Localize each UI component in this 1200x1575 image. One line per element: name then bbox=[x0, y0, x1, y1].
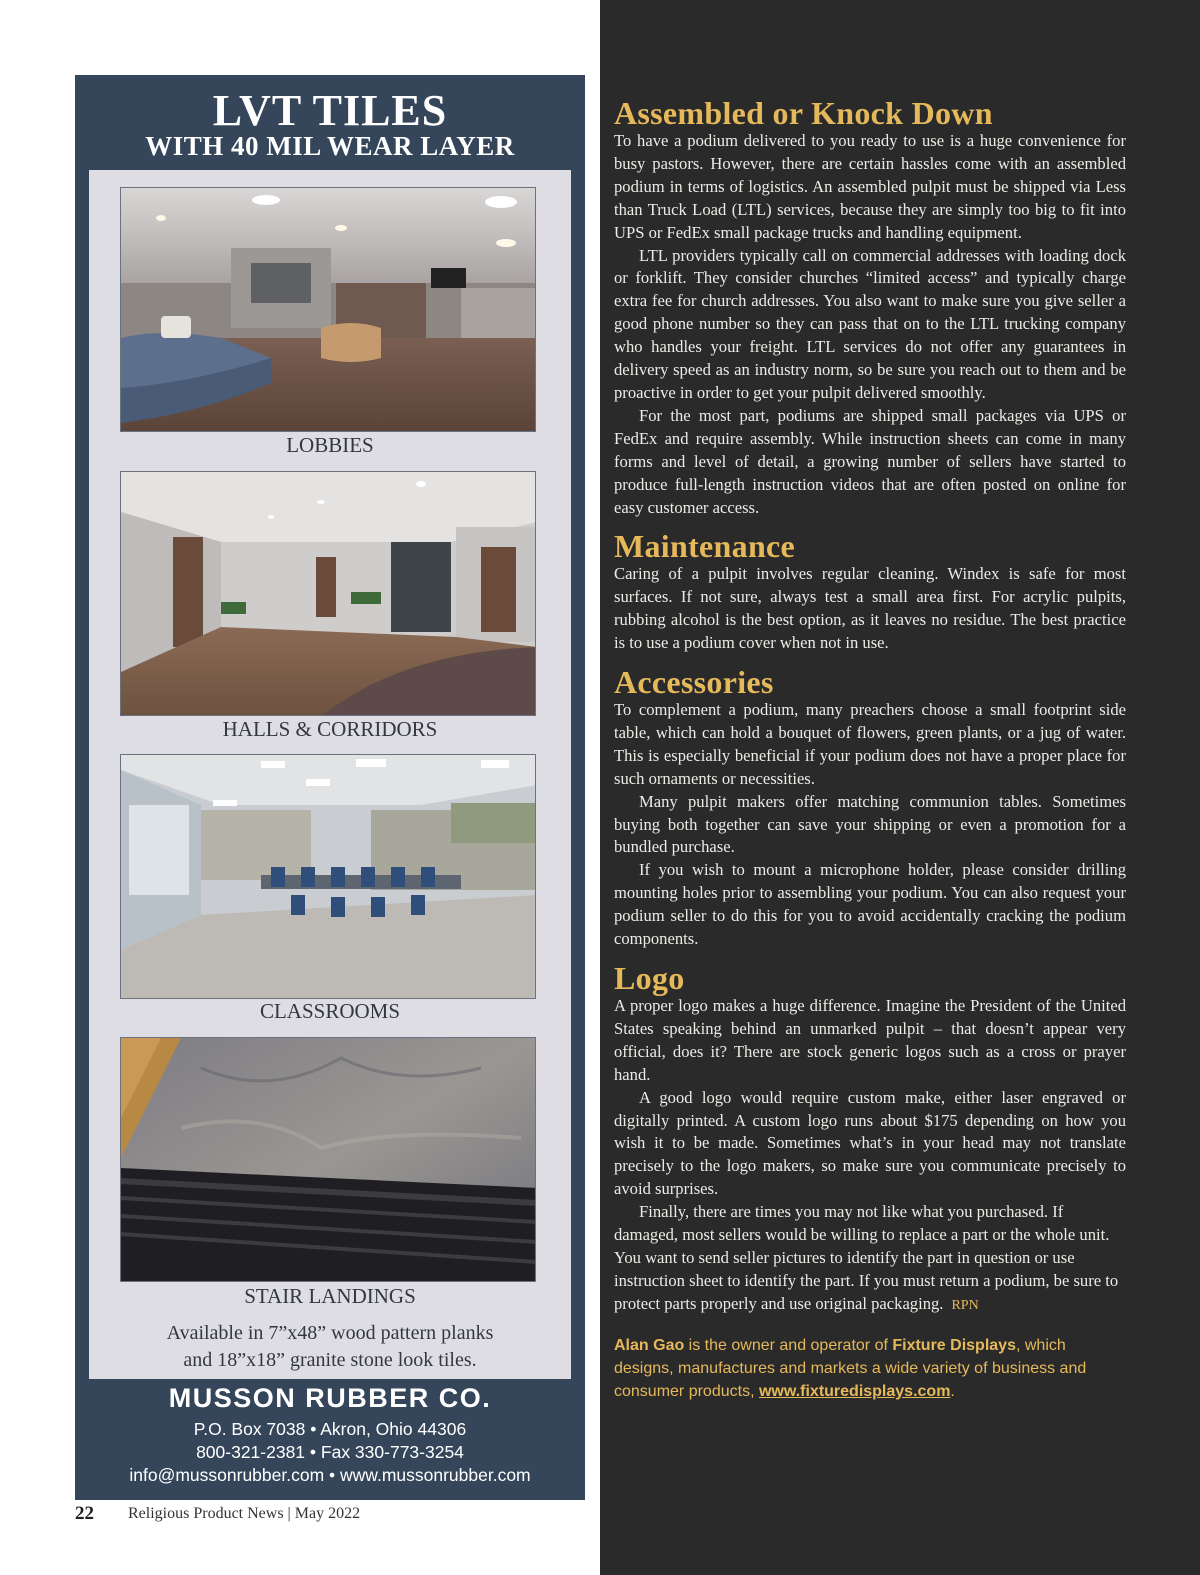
availability-line-2: and 18”x18” granite stone look tiles. bbox=[183, 1349, 477, 1371]
halls-photo bbox=[120, 471, 536, 716]
company-address: P.O. Box 7038 • Akron, Ohio 44306 bbox=[193, 1419, 467, 1439]
heading-logo: Logo bbox=[614, 960, 685, 996]
bio-url-link[interactable]: www.fixturedisplays.com bbox=[758, 1382, 951, 1400]
paragraph-last-text: Finally, there are times you may not like what you purchased. If damaged, most sellers would be willing to replace a part or the whole unit. You want to send seller pictures to identify the part in question or use instruction sheet to identify the part. If you must return a podium, be sure to protect parts properly and use original packaging. bbox=[614, 1202, 1119, 1313]
paragraph: For the most part, podiums are shipped small packages via UPS or FedEx and require assembly. While instruction sheets can come in many forms and level of detail, a growing number of sellers have started to produce full-length instruction videos that are often posted on online for easy customer access. bbox=[614, 405, 1126, 517]
bio-company: Fixture Displays bbox=[892, 1336, 1016, 1354]
company-phone: 800-321-2381 • Fax 330-773-3254 bbox=[196, 1442, 464, 1462]
availability-text bbox=[89, 1320, 571, 1374]
publication-footer: Religious Product News | May 2022 bbox=[128, 1505, 361, 1522]
author-name: Alan Gao bbox=[614, 1336, 685, 1354]
heading-assembled: Assembled or Knock Down bbox=[614, 95, 993, 131]
paragraph: If you wish to mount a microphone holder, please consider drilling mounting holes prior to assembling your podium. You can also request your podium seller to do this for you to avoid accidentally cracking the podium components. bbox=[614, 860, 1126, 949]
photo-label-stair: STAIR LANDINGS bbox=[244, 1284, 416, 1308]
article-column bbox=[614, 96, 1126, 1403]
availability-line-1: Available in 7”x48” wood pattern planks bbox=[166, 1322, 494, 1344]
bio-text-3: . bbox=[950, 1382, 955, 1400]
paragraph-last bbox=[614, 1201, 1126, 1318]
author-bio bbox=[614, 1334, 1126, 1403]
paragraph: Many pulpit makers offer matching communion tables. Sometimes buying both together can save your shipping or even a promotion for a bundled purchase. bbox=[614, 791, 1126, 857]
photo-label-classrooms: CLASSROOMS bbox=[259, 999, 401, 1023]
paragraph: LTL providers typically call on commercial addresses with loading dock or forklift. They consider churches “limited access” and typically charge extra fee for church addresses. You also want to make sure you give seller a good phone number so they can pass that on to the LTL trucking company who handles your freight. LTL services do not offer any guarantees in delivery speed as an industry norm, so be sure you reach out to them and be proactive in order to get your pulpit delivered smoothly. bbox=[614, 245, 1126, 402]
classroom-photo bbox=[120, 754, 536, 999]
bio-text-1: is the owner and operator of bbox=[684, 1336, 893, 1354]
paragraph: To complement a podium, many preachers choose a small footprint side table, which can hold a bouquet of flowers, green plants, or a jug of water. This is especially beneficial if your podium does not have a proper place for such ornaments or necessities. bbox=[614, 700, 1126, 788]
company-name: MUSSON RUBBER CO. bbox=[168, 1383, 492, 1413]
lobby-photo bbox=[120, 187, 536, 432]
heading-maintenance: Maintenance bbox=[614, 528, 796, 565]
stair-photo bbox=[120, 1037, 536, 1282]
paragraph: Caring of a pulpit involves regular cleaning. Windex is safe for most surfaces. If not sure, always test a small area first. For acrylic pulpits, rubbing alcohol is the best option, as it leaves no residue. The best practice is to use a podium cover when not in use. bbox=[614, 564, 1126, 653]
heading-accessories: Accessories bbox=[614, 664, 774, 701]
photo-label-halls: HALLS & CORRIDORS bbox=[222, 717, 438, 741]
musson-advertisement[interactable] bbox=[75, 75, 585, 1500]
ad-subtitle: WITH 40 MIL WEAR LAYER bbox=[145, 131, 515, 161]
company-web[interactable]: info@mussonrubber.com • www.mussonrubber.com bbox=[129, 1465, 531, 1485]
paragraph: A proper logo makes a huge difference. Imagine the President of the United States speaking behind an unmarked pulpit – that doesn’t appear very official, does it? There are stock generic logos such as a cross or prayer hand. bbox=[614, 996, 1126, 1084]
photo-label-lobbies: LOBBIES bbox=[286, 433, 374, 457]
paragraph: To have a podium delivered to you ready to use is a huge convenience for busy pastors. However, there are certain hassles come with an assembled podium in terms of logistics. An assembled pulpit must be shipped via Less than Truck Load (LTL) services, because they are simply too big to fit into UPS or FedEx small package trucks and handling equipment. bbox=[614, 131, 1126, 242]
bio-text-2: , which designs, manufactures and markets a wide variety of business and consumer products, bbox=[614, 1336, 1087, 1400]
ad-title: LVT TILES bbox=[212, 86, 448, 135]
ad-photo-panel bbox=[89, 170, 571, 1379]
page-number: 22 bbox=[75, 1503, 94, 1524]
paragraph: A good logo would require custom make, either laser engraved or digitally printed. A custom logo runs about $175 depending on how you wish it to be made. Sometimes what’s in your head may not translate precisely to the logo makers, so make sure you communicate precisely to avoid surprises. bbox=[614, 1087, 1126, 1199]
rpn-end-mark: RPN bbox=[951, 1297, 979, 1313]
